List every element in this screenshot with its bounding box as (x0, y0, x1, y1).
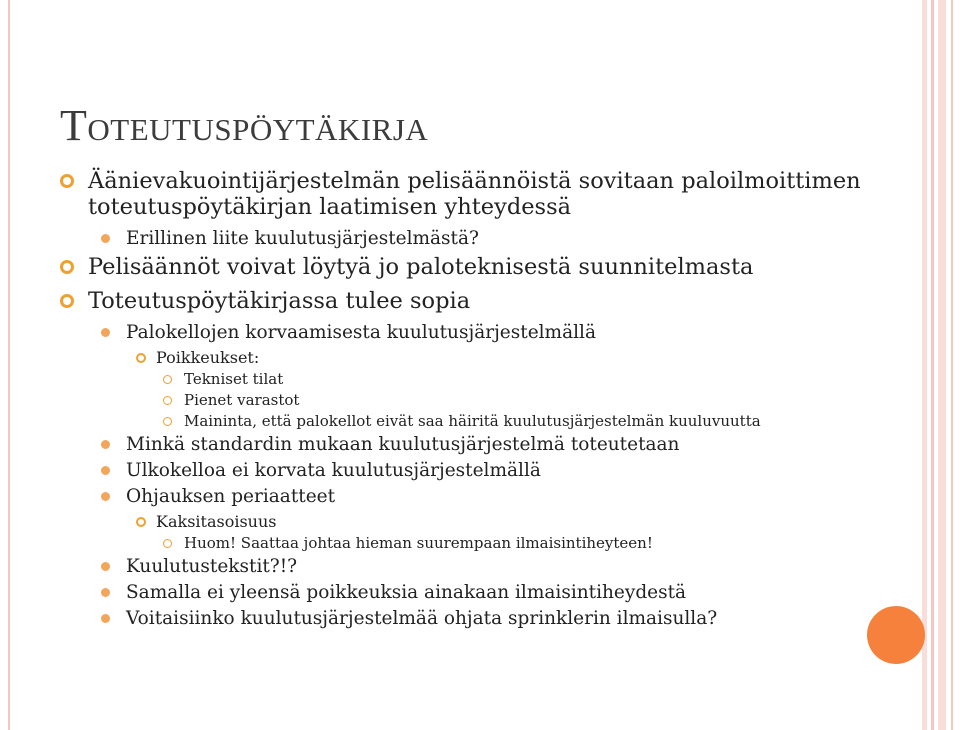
list-item (0, 322, 900, 344)
list-item (0, 392, 900, 409)
list-item (0, 535, 900, 552)
list-item (0, 348, 900, 368)
list-item (0, 608, 900, 630)
dot-bullet-icon (101, 614, 110, 623)
list-item-text: Maininta, että palokellot eivät saa häiritä kuulutusjärjestelmän kuuluvuutta (184, 412, 761, 430)
right-stripe-4 (951, 0, 953, 730)
dot-bullet-icon (101, 492, 110, 501)
list-item-text: Toteutuspöytäkirjassa tulee sopia (88, 288, 471, 314)
list-item (0, 556, 900, 578)
list-item (0, 512, 900, 532)
list-item-text: Erillinen liite kuulutusjärjestelmästä? (126, 228, 479, 249)
list-item (0, 460, 900, 482)
list-item (0, 288, 900, 314)
list-item-text: Huom! Saattaa johtaa hieman suurempaan ilmaisintiheyteen! (184, 534, 653, 552)
slide-title: Toteutuspöytäkirja (60, 101, 429, 150)
list-item (0, 371, 900, 388)
list-item-text: Tekniset tilat (184, 370, 284, 388)
dot-bullet-icon (101, 562, 110, 571)
list-item-text: Ulkokelloa ei korvata kuulutusjärjestelmällä (126, 460, 541, 481)
list-item (0, 228, 900, 250)
list-item-text: Äänievakuointijärjestelmän pelisäännöistä sovitaan paloilmoittimen toteutuspöytäkirjan laatimisen yhteydessä (88, 168, 861, 220)
ring-bullet-icon (60, 174, 74, 188)
dot-bullet-icon (101, 440, 110, 449)
list-item-text: Samalla ei yleensä poikkeuksia ainakaan ilmaisintiheydestä (126, 582, 687, 603)
list-item-text: Poikkeukset: (156, 348, 260, 367)
list-item-text: Pienet varastot (184, 391, 300, 409)
ring-bullet-icon (136, 517, 146, 527)
ring-bullet-icon (60, 294, 74, 308)
list-item (0, 434, 900, 456)
orange-circle-decoration (867, 606, 925, 664)
list-item-text: Voitaisiinko kuulutusjärjestelmää ohjata sprinklerin ilmaisulla? (126, 608, 718, 629)
list-item (0, 582, 900, 604)
dot-bullet-icon (101, 466, 110, 475)
dot-bullet-icon (101, 588, 110, 597)
list-item-text: Pelisäännöt voivat löytyä jo paloteknisestä suunnitelmasta (88, 254, 754, 280)
list-item-text: Kaksitasoisuus (156, 512, 277, 531)
list-item-text: Ohjauksen periaatteet (126, 486, 336, 507)
ring-bullet-icon (60, 260, 74, 274)
dot-bullet-icon (101, 328, 110, 337)
ring-bullet-icon (136, 353, 146, 363)
small-ring-bullet-icon (163, 417, 172, 426)
list-item-text: Minkä standardin mukaan kuulutusjärjestelmä toteutetaan (126, 434, 680, 455)
right-stripe-1 (922, 0, 927, 730)
list-item (0, 413, 900, 430)
list-item-text: Kuulutustekstit?!? (126, 556, 298, 577)
right-stripe-3 (938, 0, 946, 730)
list-item (0, 254, 900, 280)
small-ring-bullet-icon (163, 375, 172, 384)
bullet-list (0, 168, 900, 634)
small-ring-bullet-icon (163, 539, 172, 548)
list-item (0, 168, 900, 220)
small-ring-bullet-icon (163, 396, 172, 405)
list-item (0, 486, 900, 508)
right-stripe-2 (931, 0, 934, 730)
dot-bullet-icon (101, 234, 110, 243)
list-item-text: Palokellojen korvaamisesta kuulutusjärjestelmällä (126, 322, 596, 343)
